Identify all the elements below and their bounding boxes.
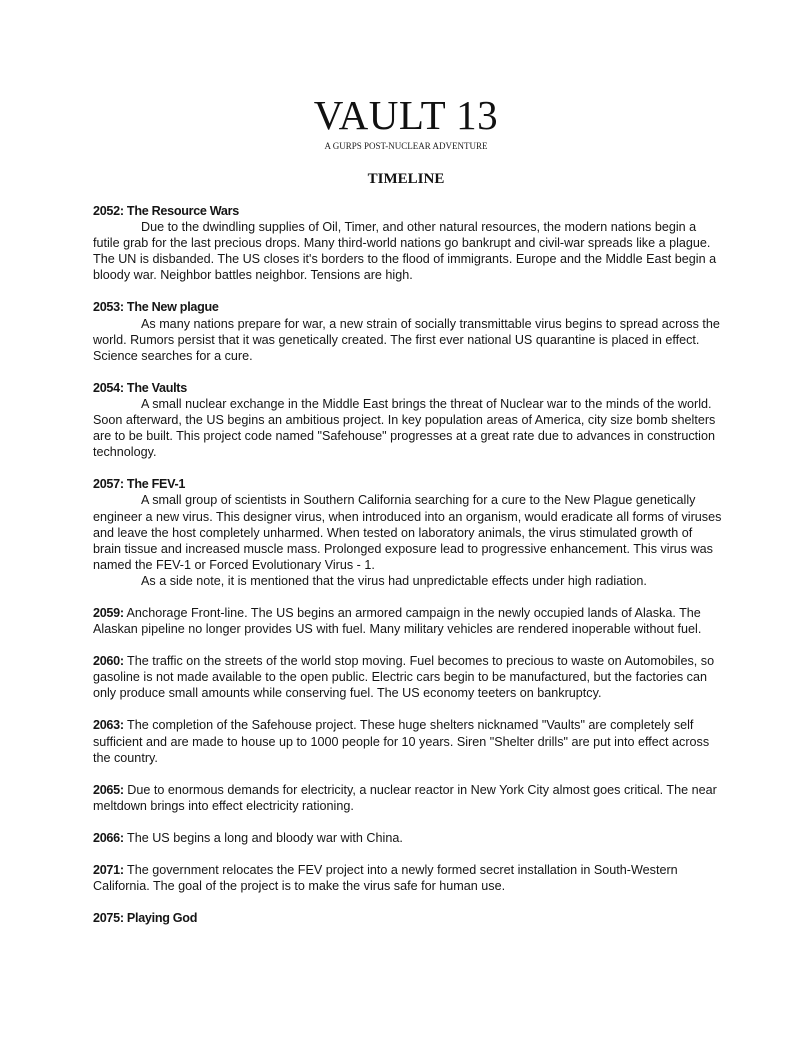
- entry-year: 2059:: [93, 605, 124, 620]
- timeline-entry-2057: [93, 476, 723, 589]
- section-title: TIMELINE: [367, 171, 445, 187]
- entry-title: The Resource Wars: [126, 204, 239, 218]
- entry-year: 2054:: [93, 380, 124, 395]
- entry-heading: [93, 910, 723, 926]
- entry-text: Anchorage Front-line. The US begins an armored campaign in the newly occupied lands of Alaska. The Alaskan pipeline no longer provides US with fuel. Many military vehicles are rendered inoperable without fuel.: [93, 605, 702, 637]
- entry-paragraph: As a side note, it is mentioned that the virus had unpredictable effects under high radiation.: [141, 573, 647, 588]
- entry-paragraph: A small group of scientists in Southern California searching for a cure to the New Plague genetically engineer a new virus. This designer virus, when introduced into an organism, would eradicate all forms of viruses and leave the host completely unharmed. When tested on laboratory animals, the virus stimulated growth of brain tissue and increased muscle mass. Prolonged exposure lead to progressive enhancement. This virus was named the FEV-1 or Forced Evolutionary Virus - 1.: [93, 493, 722, 572]
- timeline-entry-2075: [93, 910, 723, 926]
- timeline-entry-2053: [93, 299, 723, 363]
- entry-title: The New plague: [126, 300, 219, 315]
- entry-paragraph: [93, 830, 723, 846]
- entry-paragraph: [93, 782, 723, 814]
- entry-heading: [93, 380, 723, 396]
- document-subtitle: A GURPS POST-NUCLEAR ADVENTURE: [324, 141, 488, 151]
- timeline-entry-2059: [93, 605, 723, 637]
- timeline-entry-2063: [93, 717, 723, 765]
- entry-year: 2071:: [93, 863, 124, 877]
- entry-heading: [93, 299, 723, 315]
- entry-paragraph: [93, 717, 723, 765]
- timeline-entry-2060: [93, 653, 723, 701]
- entry-paragraph: Due to the dwindling supplies of Oil, Timer, and other natural resources, the modern nations begin a futile grab for the last precious drops. Many third-world nations go bankrupt and civil-war spreads like a plague. The UN is disbanded. The US closes it's borders to the flood of immigrants. Europe and the Middle East begin a bloody war. Neighbor battles neighbor. Tensions are high.: [93, 220, 717, 283]
- entry-paragraph: As many nations prepare for war, a new strain of socially transmittable virus begins to spread across the world. Rumors persist that it was genetically created. The first ever national US quarantine is placed in effect. Science searches for a cure.: [93, 316, 720, 363]
- timeline-entry-2071: [93, 862, 723, 894]
- entry-title: Playing God: [126, 911, 198, 926]
- entry-year: 2060:: [93, 654, 124, 669]
- entry-paragraph: A small nuclear exchange in the Middle East brings the threat of Nuclear war to the minds of the world. Soon afterward, the US begins an ambitious project. In key population areas of America, city size bomb shelters are to be built. This project code named "Safehouse" progresses at a great rate due to advances in construction technology.: [93, 396, 716, 460]
- timeline-entry-2066: [93, 830, 723, 846]
- entry-year: 2063:: [93, 718, 124, 733]
- document-title: VAULT 13: [313, 92, 499, 138]
- entry-text: The US begins a long and bloody war with China.: [127, 830, 403, 845]
- entry-heading: [93, 476, 723, 492]
- timeline-entry-2054: [93, 380, 723, 460]
- entry-text: The government relocates the FEV project into a newly formed secret installation in South-Western California. The goal of the project is to make the virus safe for human use.: [93, 863, 678, 894]
- entry-paragraph: [93, 653, 723, 701]
- entry-title: The FEV-1: [126, 477, 186, 492]
- entry-year: 2057:: [93, 477, 124, 492]
- timeline-entry-2052: [93, 203, 723, 283]
- entry-year: 2075:: [93, 911, 124, 926]
- entry-paragraph: [93, 605, 723, 637]
- entry-title: The Vaults: [126, 380, 187, 395]
- entry-text: Due to enormous demands for electricity, a nuclear reactor in New York City almost goes critical. The near meltdown brings into effect electricity rationing.: [93, 782, 717, 813]
- entry-heading: [93, 203, 723, 219]
- entry-paragraph: [93, 862, 723, 894]
- entry-year: 2053:: [93, 300, 124, 315]
- timeline: [93, 203, 723, 942]
- entry-year: 2066:: [93, 830, 124, 845]
- entry-text: The traffic on the streets of the world stop moving. Fuel becomes to precious to waste on Automobiles, so gasoline is not made available to the open public. Electric cars begin to be manufactured, but the factories can only produce small amounts while conserving fuel. The US economy teeters on bankruptcy.: [93, 654, 715, 701]
- entry-year: 2065:: [93, 782, 124, 797]
- timeline-entry-2065: [93, 782, 723, 814]
- entry-year: 2052:: [93, 204, 124, 218]
- entry-text: The completion of the Safehouse project. These huge shelters nicknamed "Vaults" are completely self sufficient and are made to house up to 1000 people for 10 years. Siren "Shelter drills" are put into effect across the country.: [93, 718, 710, 765]
